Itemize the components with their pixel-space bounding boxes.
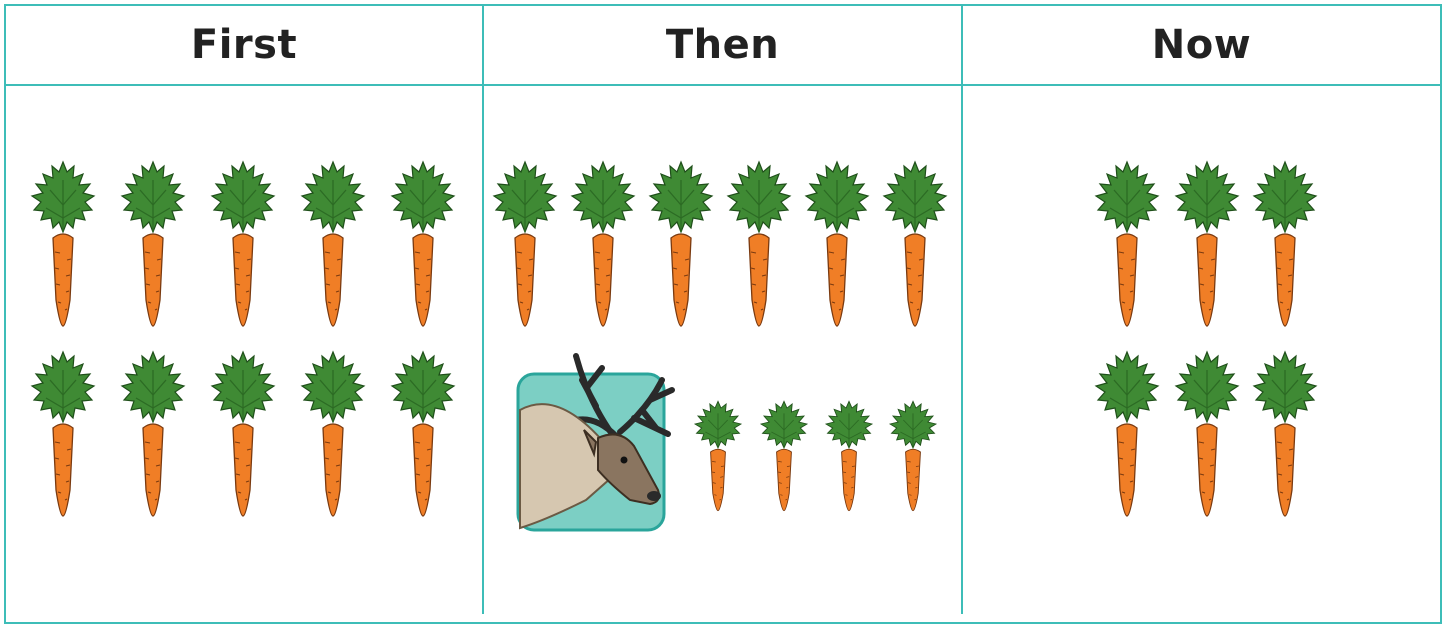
carrot-icon [887, 400, 939, 512]
column-divider [482, 4, 484, 614]
reindeer-icon [516, 350, 680, 534]
carrot-icon [490, 160, 560, 328]
carrot-icon [802, 160, 872, 328]
carrot-icon [298, 350, 368, 518]
carrot-icon [1092, 160, 1162, 328]
carrot-icon [28, 350, 98, 518]
carrot-icon [1172, 160, 1242, 328]
header-divider [4, 84, 1442, 86]
header-now: Now [1151, 22, 1252, 68]
carrot-icon [388, 160, 458, 328]
carrot-icon [298, 160, 368, 328]
carrot-icon [118, 350, 188, 518]
column-divider [961, 4, 963, 614]
carrot-icon [208, 350, 278, 518]
carrot-icon [1172, 350, 1242, 518]
header-then: Then [665, 22, 780, 68]
carrot-icon [880, 160, 950, 328]
carrot-icon [568, 160, 638, 328]
carrot-icon [388, 350, 458, 518]
carrot-icon [823, 400, 875, 512]
carrot-icon [118, 160, 188, 328]
carrot-icon [1092, 350, 1162, 518]
header-first: First [190, 22, 298, 68]
carrot-icon [646, 160, 716, 328]
carrot-icon [28, 160, 98, 328]
carrot-icon [1250, 350, 1320, 518]
carrot-icon [1250, 160, 1320, 328]
carrot-icon [724, 160, 794, 328]
carrot-icon [758, 400, 810, 512]
carrot-icon [692, 400, 744, 512]
carrot-icon [208, 160, 278, 328]
